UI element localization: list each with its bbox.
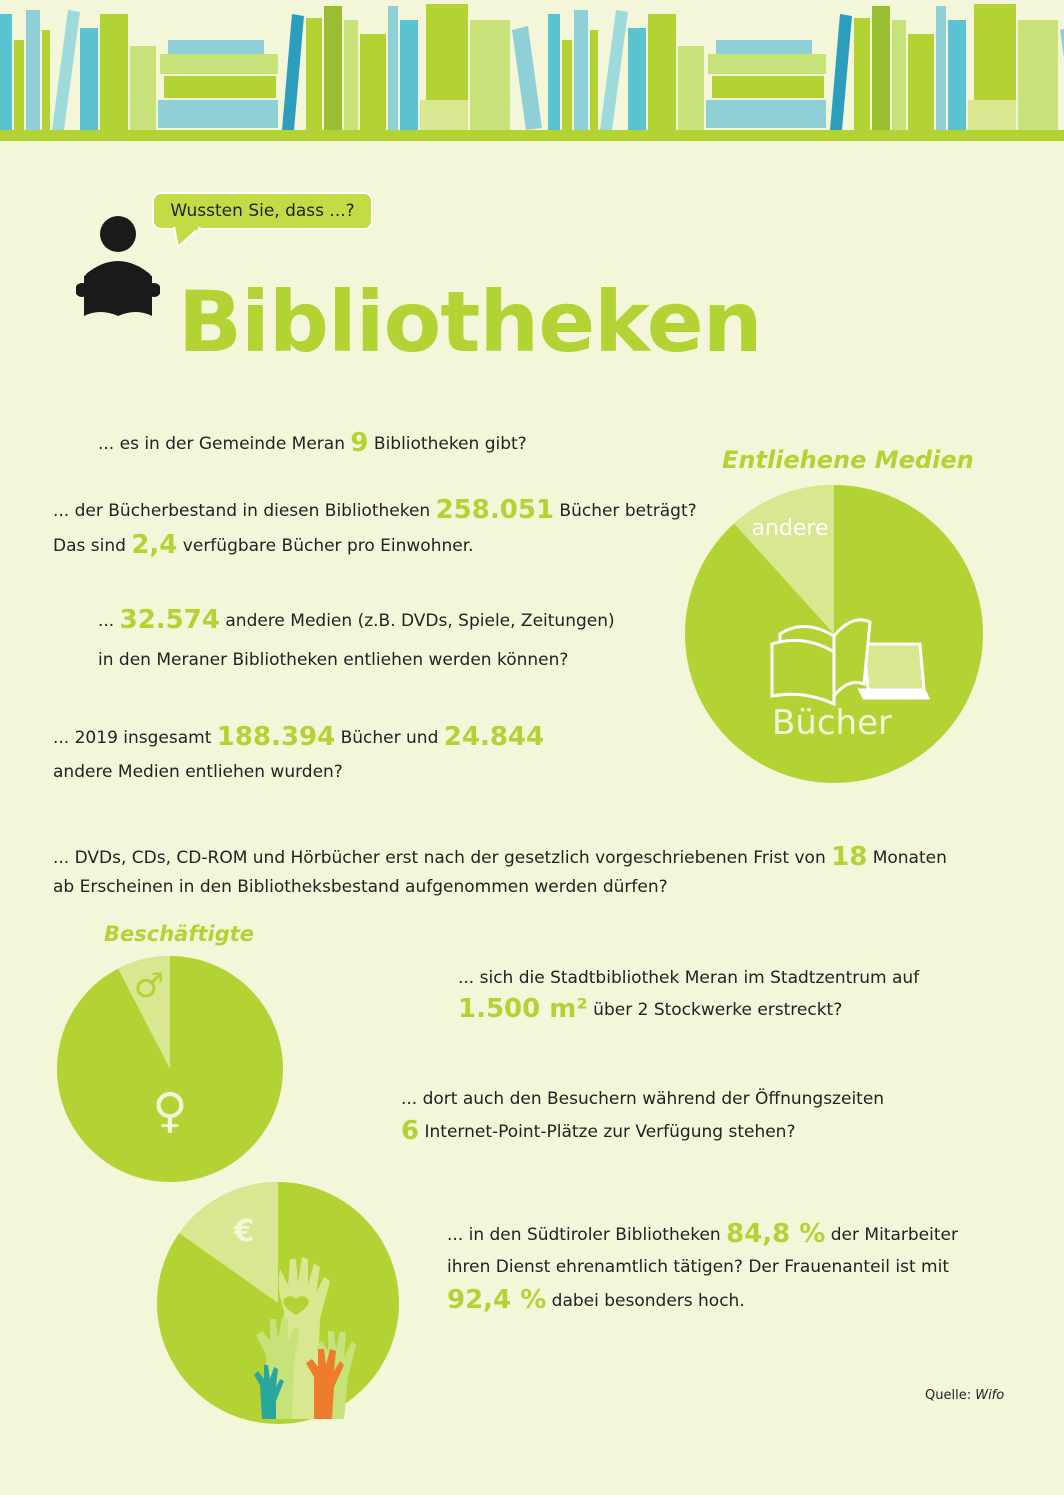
source-label: Quelle:: [925, 1388, 976, 1403]
fact-media-waiting-period-cont: ab Erscheinen in den Bibliotheksbestand aufgenommen werden dürfen?: [53, 877, 668, 897]
fact-text: Internet-Point-Plätze zur Verfügung stehen?: [419, 1122, 796, 1142]
fact-volunteers-cont: ihren Dienst ehrenamtlich tätigen? Der Frauenanteil ist mit: [447, 1257, 950, 1277]
fact-number: 24.844: [443, 722, 545, 752]
page-title: Bibliotheken: [178, 273, 762, 371]
pie-label-other: andere: [751, 516, 829, 541]
fact-number: 18: [831, 842, 868, 872]
fact-text: andere Medien (z.B. DVDs, Spiele, Zeitungen): [219, 611, 615, 631]
reader-icon: [76, 214, 160, 320]
fact-libraries-count: [98, 426, 527, 461]
fact-number: 1.500 m²: [458, 994, 588, 1024]
staff-pie-chart: [56, 955, 284, 1183]
fact-number: 188.394: [216, 722, 336, 752]
fact-books-per-inhabitant: [53, 528, 474, 563]
fact-text: verfügbare Bücher pro Einwohner.: [177, 536, 474, 556]
bookshelf-illustration: [0, 0, 1064, 141]
euro-icon: €: [233, 1214, 255, 1249]
fact-other-media-cont: in den Meraner Bibliotheken entliehen werden können?: [98, 650, 569, 670]
fact-number: 2,4: [131, 530, 178, 560]
media-pie-chart: [684, 484, 984, 784]
fact-text: ... der Bücherbestand in diesen Bibliotheken: [53, 501, 436, 521]
bubble-tail-icon: [170, 227, 210, 249]
speech-bubble: [152, 192, 373, 230]
fact-library-area-cont: [458, 992, 842, 1027]
fact-text: Das sind: [53, 536, 132, 556]
fact-number: 84,8 %: [726, 1219, 826, 1249]
fact-text: dabei besonders hoch.: [546, 1291, 745, 1311]
fact-text: Bücher beträgt?: [554, 501, 697, 521]
female-icon: ♀: [152, 1083, 188, 1139]
fact-internet-points-cont: [401, 1114, 795, 1149]
media-chart-title: Entliehene Medien: [722, 446, 974, 474]
fact-library-area: ... sich die Stadtbibliothek Meran im Stadtzentrum auf: [458, 968, 920, 988]
source-note: [925, 1388, 1004, 1403]
pie-label-books: Bücher: [771, 703, 893, 743]
fact-text: Bibliotheken gibt?: [368, 434, 527, 454]
fact-volunteers: [447, 1217, 958, 1252]
fact-internet-points: ... dort auch den Besuchern während der Öffnungszeiten: [401, 1089, 885, 1109]
fact-number: 6: [401, 1116, 420, 1146]
fact-text: ... 2019 insgesamt: [53, 728, 217, 748]
fact-text: ... DVDs, CDs, CD-ROM und Hörbücher erst nach der gesetzlich vorgeschriebenen Frist von: [53, 848, 832, 868]
volunteer-pie-chart: [156, 1181, 400, 1425]
fact-text: ... es in der Gemeinde Meran: [98, 434, 351, 454]
fact-text: ... in den Südtiroler Bibliotheken: [447, 1225, 727, 1245]
source-value: Wifo: [975, 1388, 1005, 1403]
bookshelf-banner: [0, 0, 1064, 141]
fact-number: 92,4 %: [447, 1285, 547, 1315]
fact-book-stock: [53, 493, 697, 528]
fact-number: 258.051: [435, 495, 555, 525]
fact-loans-2019-cont: andere Medien entliehen wurden?: [53, 762, 343, 782]
fact-number: 32.574: [119, 605, 220, 635]
fact-text: Bücher und: [335, 728, 444, 748]
fact-female-share: [447, 1283, 745, 1318]
fact-text: über 2 Stockwerke erstreckt?: [587, 1000, 843, 1020]
fact-text: Monaten: [867, 848, 947, 868]
fact-other-media: [98, 603, 615, 638]
fact-text: der Mitarbeiter: [825, 1225, 958, 1245]
fact-text: ...: [98, 611, 120, 631]
staff-chart-title: Beschäftigte: [104, 922, 255, 946]
male-icon: ♂: [133, 966, 165, 1006]
bubble-text: Wussten Sie, dass ...?: [170, 201, 355, 221]
fact-number: 9: [350, 428, 369, 458]
fact-loans-2019: [53, 720, 544, 755]
